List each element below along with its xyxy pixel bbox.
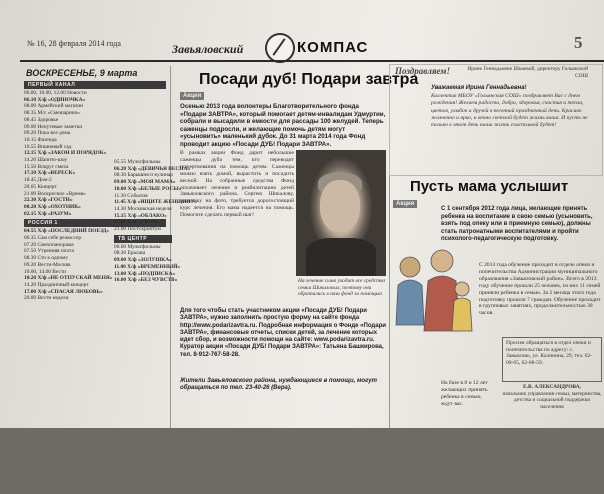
article2-tag: Акция — [393, 200, 417, 208]
tv-listing-item: 08.30 Сто к одному — [24, 255, 69, 262]
tv-listing-item: 17.10 Х/ф «ВЕРЕСК» — [24, 170, 76, 177]
tv-listing-item: 09.00 Непутевые заметки — [24, 123, 83, 130]
tv-listing-col2 — [114, 159, 197, 233]
tv-listing-item: 08.30 Барышня и кулинар — [114, 172, 173, 179]
tv-listing-item: 00.20 Х/ф «ОХОТНИК» — [24, 203, 81, 210]
article1-title: Посади дуб! Подари завтра — [199, 71, 419, 88]
tv-listing-col2b — [114, 243, 181, 284]
tv-listing-item: 20.00 Вести недели — [24, 295, 69, 302]
tv-listing-item: 06.00, 10.00, 12.00 Новости — [24, 90, 87, 96]
greeting-recipient: Ирине Геннадьевне Шкаевой, директору Гольянской СОШ — [467, 66, 588, 79]
tv-listing-item: 10.55 Вишневый сад — [24, 143, 72, 150]
compass-logo-icon — [265, 33, 295, 63]
tv-listing-item: 08.45 Здоровье — [24, 116, 59, 123]
photo-caption: На лечение сына уходит все средства семьи Шикаловых, поэтому они обратились в наш фонд за помощью — [298, 278, 386, 298]
tv-listing-item: 15.15 Х/ф «ОБЛАКО» — [114, 212, 167, 219]
greeting-heading: Уважаемая Ирина Геннадьевна! — [431, 85, 527, 91]
child-photo — [296, 150, 386, 276]
tv-listing-item: 10.15 Фазенда — [24, 136, 57, 143]
paper-name-left: Завьяловский — [172, 42, 244, 56]
tv-listing-item: 11.30 События — [114, 192, 148, 199]
article2-signature — [502, 384, 602, 410]
tv-listing-item: 07.20 Смехопанорама — [24, 241, 74, 248]
paper-name-right: КОМПАС — [297, 39, 369, 56]
photo-body — [306, 238, 376, 276]
article1-tag: Акция — [180, 92, 204, 100]
article1-intro: Осенью 2013 года волонтеры Благотворительного фонда «Подари ЗАВТРА», который помогает детям-инвалидам Удмуртии, собрали и высадили в емкости для рассады 100 желудей. Теперь саженцы подросли, и желающие помочь детям могут «усыновить» маленький дубок. До 31 марта 2014 года Фонд проводит акцию «Посади ДУБ! Подари ЗАВТРА». — [180, 103, 386, 148]
tv-listing-item: 13.00 Х/ф «ПОДПИСКА» — [114, 270, 176, 277]
tv-listing-item: 10.20 Х/ф «НЕ ОТПУСКАЙ МЕНЯ» — [24, 275, 113, 282]
article1-contacts: Для того чтобы стать участником акции «Посади ДУБ! Подари ЗАВТРА», нужно заполнить простую форму на сайте фонда http://www.podarizavtra.ru. Подробная информация о Фонде «Подари ЗАВТРА», финансовые отчеты, списки детей, за лечение которых идет сбор, и возможности помощи на сайте: www.podarizavtra.ru. Куратор акции «Посади ДУБ! Подари ЗАВТРА»: Татьяна Башкирова, тел. 8-912-767-58-28. — [180, 308, 386, 358]
tv-listing-item: 17.00 Х/ф «СПАСАЯ ЛЮБОВЬ» — [24, 288, 103, 295]
tv-listing-item: 16.00 Х/ф «БЕЗ ЧУВСТВ» — [114, 277, 178, 284]
family-drawing-icon — [390, 245, 475, 337]
tv-listing-item: 02.15 Х/ф «РАЗУМ» — [24, 210, 72, 217]
tv-listing-item: 08.00 Армейский магазин — [24, 103, 84, 110]
tv-listing-item: 08.35 М/с «Смешарики» — [24, 110, 80, 117]
tv-channel-heading: ПЕРВЫЙ КАНАЛ — [24, 81, 166, 89]
tv-listing-item: 12.15 Х/ф «ЗАКОН И ПОРЯДОК» — [24, 150, 107, 157]
article2-title: Пусть мама услышит — [410, 178, 569, 195]
tv-channel-heading: ТВ ЦЕНТР — [114, 235, 172, 243]
tv-listing-item: 09.00 Х/ф «МОЯ МАМА» — [114, 179, 176, 186]
tv-listing-item: 20.05 Концерт — [24, 183, 57, 190]
tv-listing-item: 11.00 Х/ф «ВРЕМЕННЫЙ» — [114, 263, 181, 270]
contact-box: Просим обращаться в отдел опеки и попечительства по адресу: с. Завьялово, ул. Калинина, 29, тел. 62-09-05, 62-08-59. — [502, 337, 602, 382]
tv-channel-heading: РОССИЯ 1 — [24, 219, 166, 227]
tv-listing-item: 06.00 Мультфильмы — [114, 243, 161, 250]
signature-name: Е.В. АЛЕКСАНДРОВА, — [523, 384, 581, 390]
greeting-label: Поздравляем! — [395, 66, 450, 76]
tv-listing-item: 09.00 Х/ф «ЗОЛУШКА» — [114, 257, 172, 264]
article2-lead: С 1 сентября 2012 года лица, желающие принять ребенка на воспитание в свою семью (усыновить, взять под опеку или в приемную семью), должны стать патронатными воспитателями и пройти психолого-педагогическую подготовку. — [441, 206, 593, 242]
tv-listing-item: 21.00 Постскриптум — [114, 226, 161, 233]
tv-listing-item: 06.35 Сам себе режиссер — [24, 235, 82, 242]
tv-listing-item: 09.20 Вести-Москва — [24, 261, 71, 268]
tv-listing-item: 15.50 Вокруг смеха — [24, 163, 69, 170]
article2-body2: На базе в 8 и 12 лет желающих принять ребенка в семью, ждут вас. — [441, 380, 488, 407]
header-rule — [20, 60, 604, 62]
issue-info: № 16, 28 февраля 2014 года — [27, 39, 121, 48]
tv-listing-item: 14.20 Шапито-шоу — [24, 157, 68, 164]
tv-listing-item: 06.10 Х/ф «ОДИНОЧКА» — [24, 96, 86, 103]
article1-body: В рамках акции Фонд дарит небольшие саженцы дуба тем, кто переводит пожертвования на помощь детям. Саженцы можно взять домой, вырастить и посадить весной. На собранные средства Фонд оплачивает лечение и реабилитацию детей Завьяловского района. Сергею Шикалову, мальчику на фото, требуется дорогостоящий курс лечения. Его мама надеется на помощь. Помогите сделать первый шаг! — [180, 150, 294, 219]
tv-listing-item: 09.20 Пока все дома — [24, 130, 71, 137]
tv-listing-item: 18.45 Дом-2 — [24, 177, 52, 184]
signature-title: начальник управления семьи, материнства, детства и социальной поддержки населения — [502, 390, 602, 410]
tv-listing-item: 05.55 Мультфильмы — [114, 159, 161, 165]
tv-listing-item: 21.00 Воскресное «Время» — [24, 190, 86, 197]
tv-listing-item: 14.20 Праздничный концерт — [24, 281, 89, 288]
tv-listing-item: 22.30 Х/ф «ГОСТИ» — [24, 197, 73, 204]
masthead — [172, 30, 412, 60]
tv-listing-item: 08.30 Ералаш — [114, 250, 146, 257]
article1-footer: Жители Завьяловского района, нуждающиеся в помощи, могут обращаться по тел. 23-40-26 (Вера). — [180, 378, 377, 392]
article2-body: С 2013 года обучение проходит в отделе опеки и попечительства Администрации муниципального образования «Завьяловский район». Всего в 2013 году обучение прошли 25 человек, из них 11 семей приняли ребенка в семью. За 2 месяца этого года подготовку прошли 7 граждан. Обучение проходит в групповых занятиях, продолжительностью 30 часов. — [479, 262, 601, 317]
tv-listing-item: 07.50 Утренняя почта — [24, 248, 74, 255]
tv-listing-item: 10.00, 14.00 Вести — [24, 268, 67, 275]
tv-listing-item: 11.45 Х/ф «ИЩИТЕ ЖЕНЩИНУ» — [114, 199, 197, 206]
greeting-text: Коллектив МБОУ «Гольянская СОШ» поздравляет Вас с днем рождения! Желаем радости, добра, здоровья, счастья и тепла, цветов, улыбок и друзей в весенний праздничный день. Красиво жизненно и ярко, и вечно светлой будет жизнь ваша. И пусть не только в этот день наши жизнь счастливой будет! — [431, 93, 588, 129]
tv-listing-col2-wrap — [114, 159, 197, 494]
tv-listing-item: 14.30 Московская неделя — [114, 205, 172, 212]
tv-listing-item: 04.55 Х/ф «ПОСЛЕДНИЙ ПОЕЗД» — [24, 228, 110, 235]
tv-listing-item: 06.20 Х/ф «ДЕВИЧЬЯ ВЕСНА» — [114, 165, 191, 172]
tv-listing-item: 17.05 Х/ф «СВОИ» — [114, 219, 160, 226]
photo-face — [320, 180, 360, 232]
tv-date: ВОСКРЕСЕНЬЕ, 9 марта — [26, 68, 138, 78]
tv-listing-item: 10.00 Х/ф «БЕЛЫЕ РОСЫ» — [114, 185, 182, 192]
page-number: 5 — [574, 33, 583, 52]
